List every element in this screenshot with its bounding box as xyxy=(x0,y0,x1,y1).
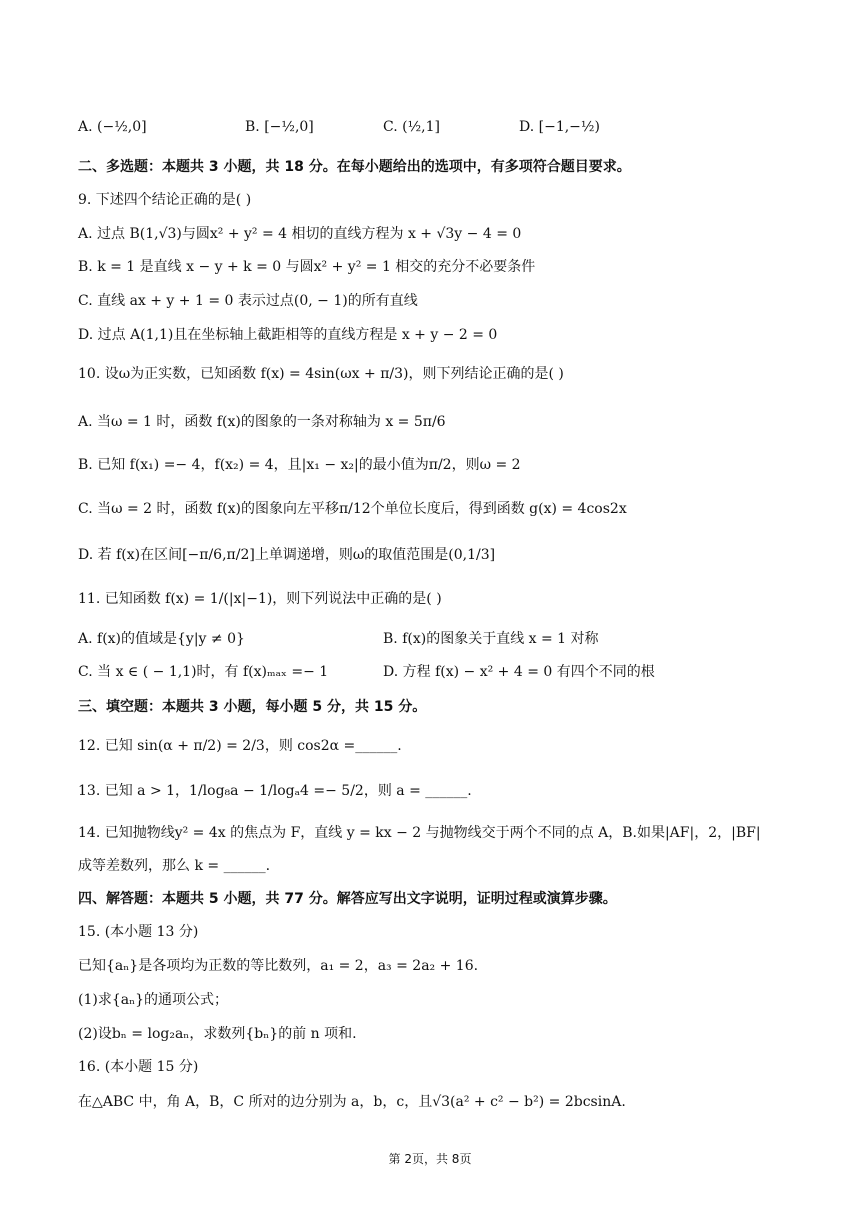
q16-title: 16. (本小题 15 分) xyxy=(78,1059,199,1075)
q11-stem: 11. 已知函数 f(x) = 1/(|x|−1)，则下列说法中正确的是( ) xyxy=(78,591,442,607)
q9-option-d: D. 过点 A(1,1)且在坐标轴上截距相等的直线方程是 x + y − 2 = 0 xyxy=(78,327,498,343)
q8-option-b: B. [−½,0] xyxy=(245,119,314,135)
q15-part-1: (1)求{aₙ}的通项公式； xyxy=(78,992,229,1008)
q10-option-d: D. 若 f(x)在区间[−π/6,π/2]上单调递增，则ω的取值范围是(0,1/3] xyxy=(78,547,496,563)
q15-part-2: (2)设bₙ = log₂aₙ，求数列{bₙ}的前 n 项和. xyxy=(78,1026,357,1042)
q9-option-a: A. 过点 B(1,√3)与圆x² + y² = 4 相切的直线方程为 x + √3y − 4 = 0 xyxy=(78,226,522,242)
q11-option-a: A. f(x)的值域是{y|y ≠ 0} xyxy=(78,631,245,647)
q10-stem: 10. 设ω为正实数，已知函数 f(x) = 4sin(ωx + π/3)，则下列结论正确的是( ) xyxy=(78,366,564,382)
q9-stem: 9. 下述四个结论正确的是( ) xyxy=(78,192,252,208)
q16-stem: 在△ABC 中，角 A，B，C 所对的边分别为 a，b，c，且√3(a² + c² − b²) = 2bcsinA. xyxy=(78,1094,626,1110)
q8-option-a: A. (−½,0] xyxy=(78,119,147,135)
q9-option-c: C. 直线 ax + y + 1 = 0 表示过点(0, − 1)的所有直线 xyxy=(78,293,418,309)
q10-option-c: C. 当ω = 2 时，函数 f(x)的图象向左平移π/12个单位长度后，得到函数 g(x) = 4cos2x xyxy=(78,501,627,517)
section-multiple-choice-heading: 二、多选题：本题共 3 小题，共 18 分。在每小题给出的选项中，有多项符合题目要求。 xyxy=(78,159,631,175)
q12-text: 12. 已知 sin(α + π/2) = 2/3，则 cos2α =______. xyxy=(78,738,402,754)
section-fill-in-heading: 三、填空题：本题共 3 小题，每小题 5 分，共 15 分。 xyxy=(78,699,427,715)
q14-line-1: 14. 已知抛物线y² = 4x 的焦点为 F，直线 y = kx − 2 与抛物线交于两个不同的点 A，B.如果|AF|，2，|BF| xyxy=(78,825,761,841)
q10-option-b: B. 已知 f(x₁) =− 4，f(x₂) = 4，且|x₁ − x₂|的最小值为π/2，则ω = 2 xyxy=(78,457,521,473)
page-footer: 第 2页，共 8页 xyxy=(388,1152,472,1166)
q13-text: 13. 已知 a > 1，1/log₈a − 1/logₐ4 =− 5/2，则 a = ______. xyxy=(78,783,472,799)
q15-title: 15. (本小题 13 分) xyxy=(78,924,199,940)
q8-option-c: C. (½,1] xyxy=(383,119,440,135)
q11-option-d: D. 方程 f(x) − x² + 4 = 0 有四个不同的根 xyxy=(383,664,655,680)
q9-option-b: B. k = 1 是直线 x − y + k = 0 与圆x² + y² = 1 相交的充分不必要条件 xyxy=(78,259,536,275)
q15-stem: 已知{aₙ}是各项均为正数的等比数列，a₁ = 2，a₃ = 2a₂ + 16. xyxy=(78,958,479,974)
q11-option-c: C. 当 x ∈ ( − 1,1)时，有 f(x)ₘₐₓ =− 1 xyxy=(78,664,329,680)
q8-option-d: D. [−1,−½) xyxy=(519,119,600,135)
q10-option-a: A. 当ω = 1 时，函数 f(x)的图象的一条对称轴为 x = 5π/6 xyxy=(78,414,446,430)
q11-option-b: B. f(x)的图象关于直线 x = 1 对称 xyxy=(383,631,599,647)
q14-line-2: 成等差数列，那么 k = ______. xyxy=(78,858,271,874)
section-problems-heading: 四、解答题：本题共 5 小题，共 77 分。解答应写出文字说明，证明过程或演算步骤。 xyxy=(78,891,617,907)
